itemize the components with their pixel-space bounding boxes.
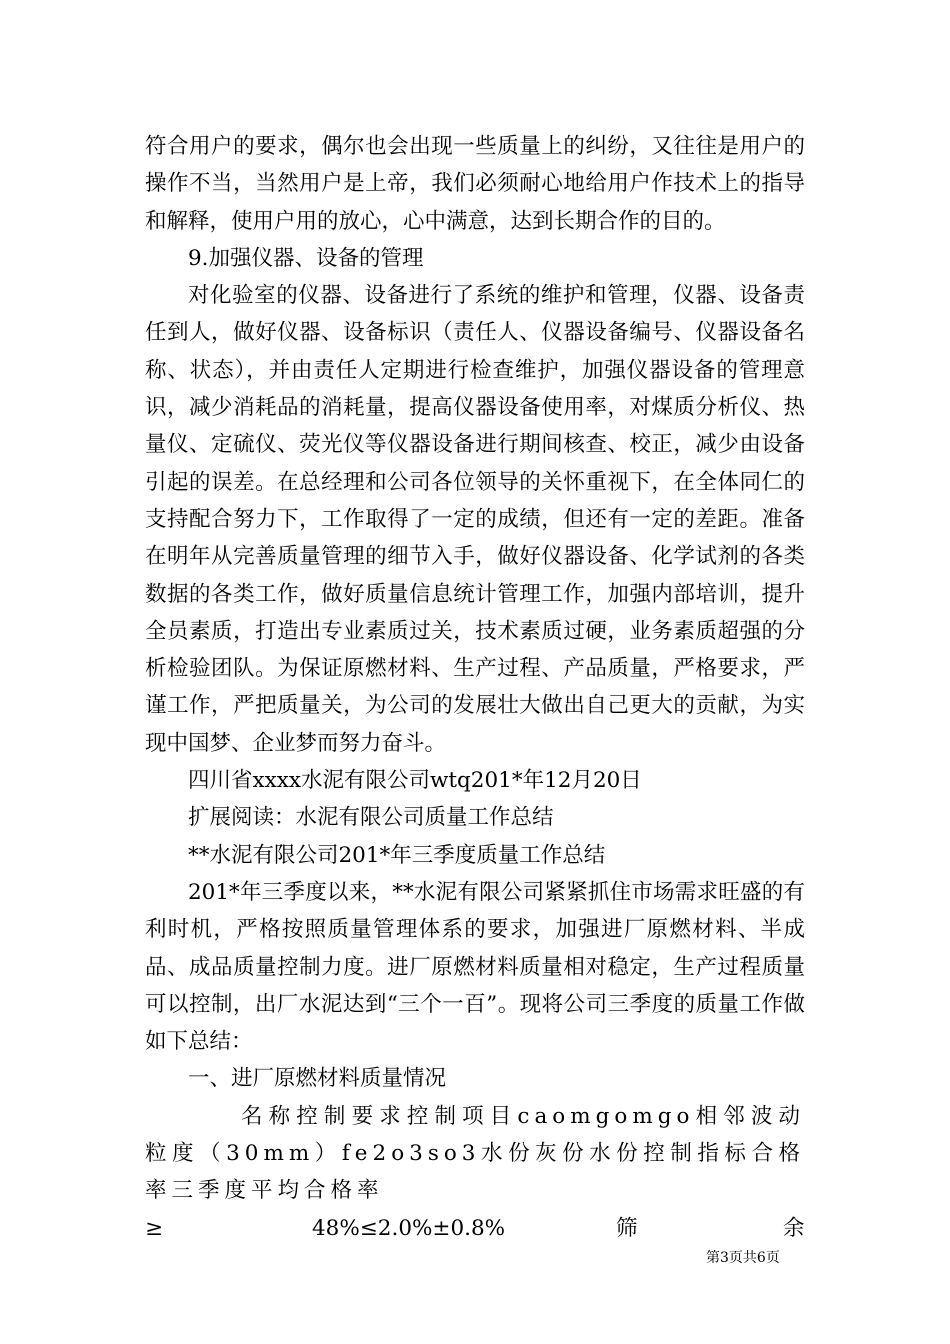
section-heading-9: 9.加强仪器、设备的管理 bbox=[188, 245, 424, 271]
paragraph-1: 符合用户的要求，偶尔也会出现一些质量上的纠纷，又往往是用户的操作不当，当然用户是上帝，我们必须耐心地给用户作技术上的指导和解释，使用户用的放心，心中满意，达到长期合作的目的。 bbox=[145, 134, 805, 234]
extended-reading-heading: 扩展阅读：水泥有限公司质量工作总结 bbox=[188, 805, 554, 831]
paragraph-q3-summary: 201*年三季度以来，**水泥有限公司紧紧抓住市场需求旺盛的有利时机，严格按照质量管理体系的要求，加强进厂原燃材料、半成品、成品质量控制力度。进厂原燃材料质量相对稳定，生产过程质量可以控制，出厂水泥达到“三个一百”。现将公司三季度的质量工作做如下总结： bbox=[145, 879, 805, 1055]
table-values-line bbox=[145, 1210, 805, 1247]
section-heading-1: 一、进厂原燃材料质量情况 bbox=[188, 1066, 447, 1092]
word-yu: 余 bbox=[783, 1215, 805, 1241]
paragraph-equipment: 对化验室的仪器、设备进行了系统的维护和管理，仪器、设备责任到人，做好仪器、设备标识（责任人、仪器设备编号、仪器设备名称、状态），并由责任人定期进行检查维护，加强仪器设备的管理意识，减少消耗品的消耗量，提高仪器设备使用率，对煤质分析仪、热量仪、定硫仪、荧光仪等仪器设备进行期间核查、校正，减少由设备引起的误差。在总经理和公司各位领导的关怀重视下，在全体同仁的支持配合努力下，工作取得了一定的成绩，但还有一定的差距。准备在明年从完善质量管理的细节入手，做好仪器设备、化学试剂的各类数据的各类工作，做好质量信息统计管理工作，加强内部培训，提升全员素质，打造出专业素质过关，技术素质过硬，业务素质超强的分析检验团队。为保证原燃材料、生产过程、产品质量，严格要求，严谨工作，严把质量关，为公司的发展壮大做出自己更大的贡献，为实现中国梦、企业梦而努力奋斗。 bbox=[145, 283, 805, 756]
document-body bbox=[145, 128, 805, 1247]
report-title: **水泥有限公司201*年三季度质量工作总结 bbox=[188, 842, 606, 868]
signature-line: 四川省xxxx水泥有限公司wtq201*年12月20日 bbox=[188, 768, 642, 794]
value-ranges: 48%≤2.0%±0.8% bbox=[312, 1215, 506, 1241]
page-number: 第3页共6页 bbox=[706, 1250, 780, 1266]
word-shai: 筛 bbox=[616, 1215, 638, 1241]
table-header-text: 名称控制要求控制项目caomgomgo相邻波动粒度（30mm）fe2o3so3水份灰份水份控制指标合格率三季度平均合格率 bbox=[145, 1103, 805, 1204]
ge-symbol: ≥ bbox=[145, 1215, 164, 1241]
